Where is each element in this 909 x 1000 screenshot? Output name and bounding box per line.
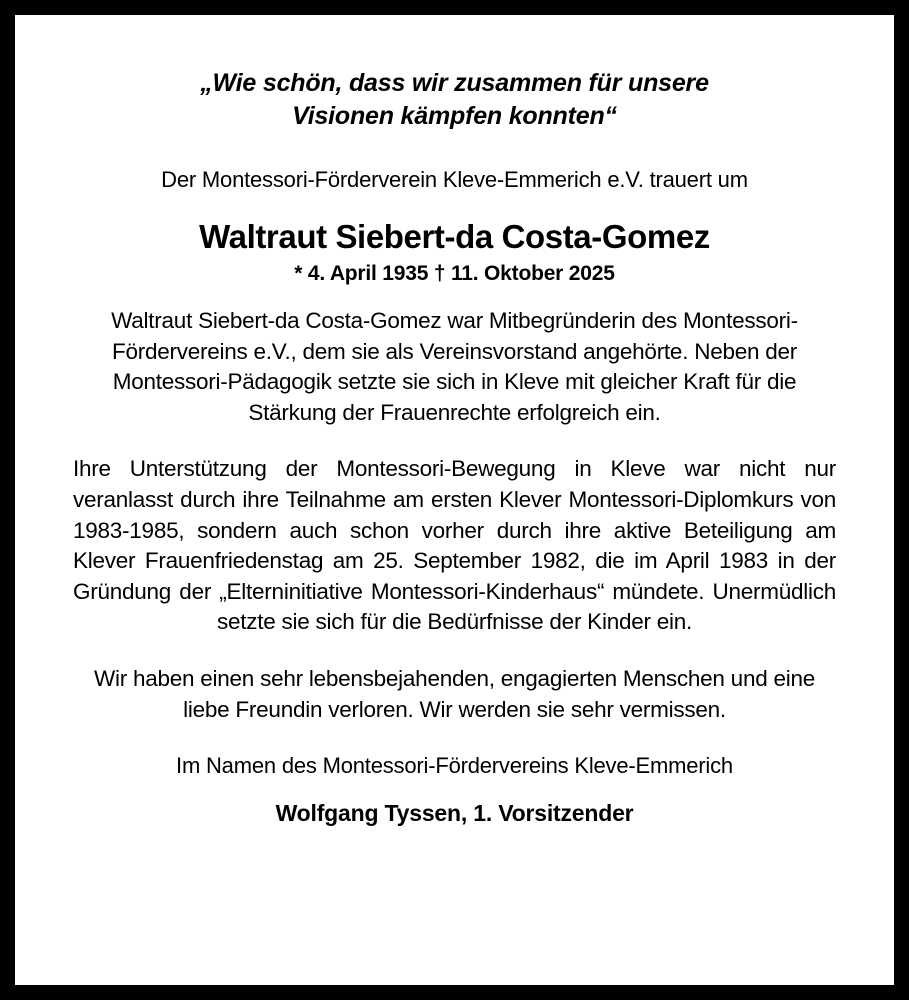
closing-line: Im Namen des Montessori-Fördervereins Kleve-Emmerich bbox=[176, 753, 733, 779]
memorial-quote-line-2: Visionen kämpfen konnten“ bbox=[292, 102, 617, 130]
obituary-inner-border bbox=[12, 12, 897, 988]
tribute-paragraph-3: Wir haben einen sehr lebensbejahenden, engagierten Menschen und eine liebe Freundin verloren. Wir werden sie sehr vermissen. bbox=[93, 665, 816, 722]
deceased-name: Waltraut Siebert-da Costa-Gomez bbox=[199, 218, 710, 255]
birth-death-dates: * 4. April 1935 † 11. Oktober 2025 bbox=[294, 262, 615, 285]
announcing-organization: Der Montessori-Förderverein Kleve-Emmerich e.V. trauert um bbox=[161, 167, 748, 192]
signatory: Wolfgang Tyssen, 1. Vorsitzender bbox=[275, 800, 634, 827]
memorial-quote-line-1: „Wie schön, dass wir zusammen für unsere bbox=[200, 69, 709, 97]
memorial-quote bbox=[73, 67, 836, 133]
tribute-paragraph-1: Waltraut Siebert-da Costa-Gomez war Mitbegründerin des Montessori-Fördervereins e.V., dem sie als Vereinsvorstand angehörte. Neben der Montessori-Pädagogik setzte sie sich in Kleve mit gleicher Kraft für die Stärkung der Frauenrechte erfolgreich ein. bbox=[111, 308, 798, 425]
tribute-paragraph-2: Ihre Unterstützung der Montessori-Bewegung in Kleve war nicht nur veranlasst durch ihre Teilnahme am ersten Klever Montessori-Diplomkurs von 1983-1985, sondern auch schon vorher durch ihre aktive Beteiligung am Klever Frauenfriedenstag am 25. September 1982, die im April 1983 in der Gründung der „Elterninitiative Montessori-Kinderhaus“ mündete. Unermüdlich setzte sie sich für die Bedürfnisse der Kinder ein. bbox=[73, 456, 836, 635]
